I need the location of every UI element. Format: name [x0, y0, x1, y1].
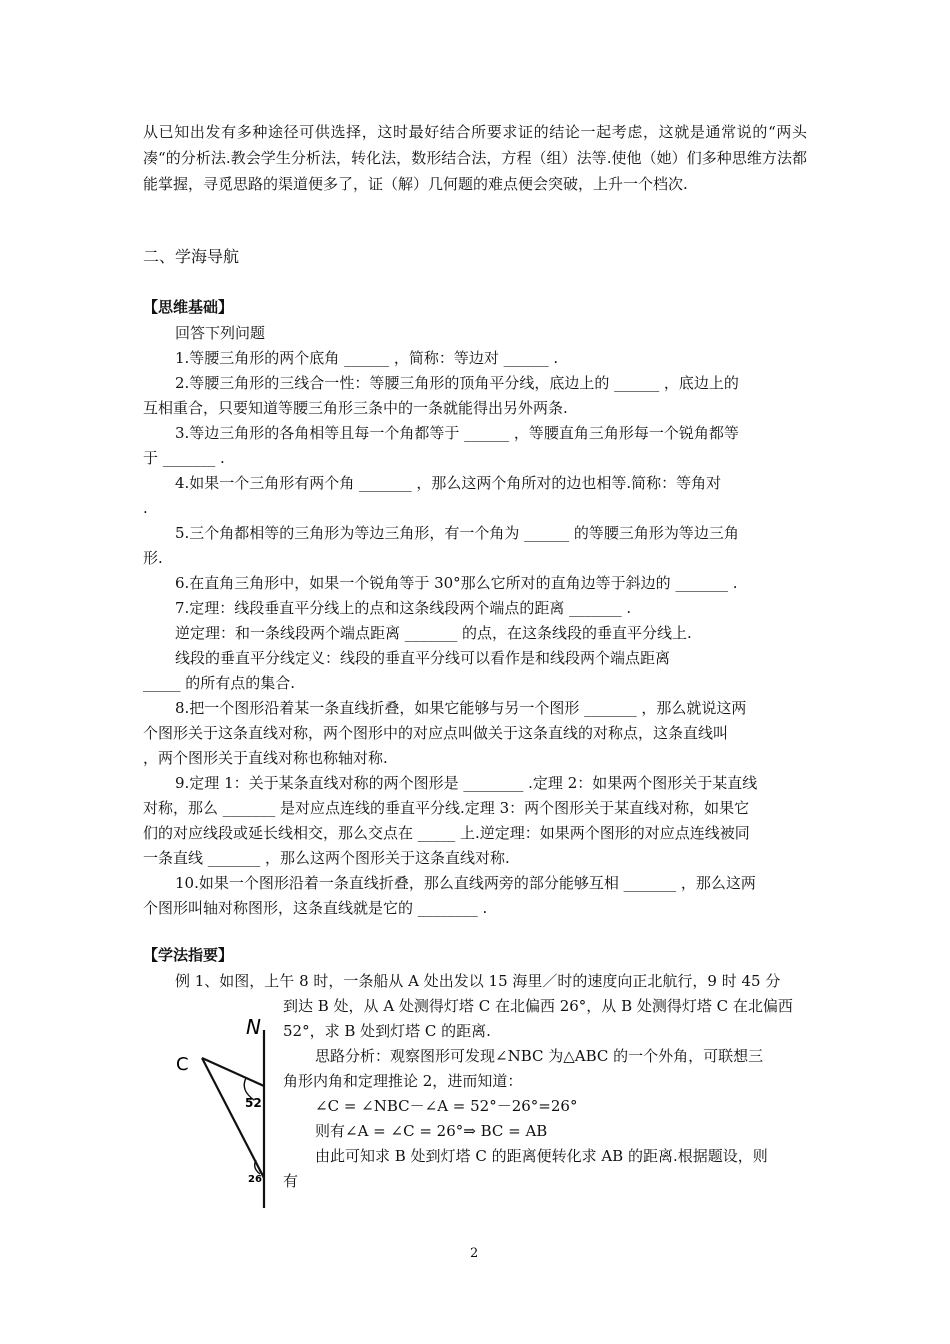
example-1c: 52°，求 B 处到灯塔 C 的距离.	[283, 1022, 491, 1040]
analysis-3: 由此可知求 B 处到灯塔 C 的距离便转化求 AB 的距离.根据题设，则	[315, 1147, 768, 1165]
basics-title: 【思维基础】	[143, 298, 234, 316]
question-3b: 于 _______ .	[143, 449, 225, 467]
section-heading: 二、学海导航	[143, 247, 240, 266]
equation-1: ∠C = ∠NBC－∠A = 52°－26°=26°	[315, 1097, 578, 1115]
intro-paragraph: 从已知出发有多种途径可供选择，这时最好结合所要求证的结论一起考虑，这就是通常说的“两头凑“的分析法.教会学生分析法，转化法，数形结合法，方程（组）法等.使他（她）们多种思维方法都能掌握，寻觅思路的渠道便多了，证（解）几何题的难点便会突破，上升一个档次.	[143, 123, 807, 193]
example-1b: 到达 B 处，从 A 处测得灯塔 C 在北偏西 26°，从 B 处测得灯塔 C 在北偏西	[283, 997, 793, 1015]
question-9a: 9.定理 1：关于某条直线对称的两个图形是 ________ .定理 2：如果两个图形关于某直线	[175, 774, 758, 792]
question-9c: 们的对应线段或延长线相交，那么交点在 _____ 上.逆定理：如果两个图形的对应点连线被同	[143, 824, 750, 842]
ray-bc	[202, 1058, 264, 1086]
analysis-2: 角形内角和定理推论 2，进而知道：	[283, 1072, 523, 1090]
example-figure	[168, 1010, 278, 1210]
question-2b: 互相重合，只要知道等腰三角形三条中的一条就能得出另外两条.	[143, 399, 568, 417]
example-1a: 例 1、如图，上午 8 时，一条船从 A 处出发以 15 海里／时的速度向正北航行，9 时 45 分	[175, 972, 781, 990]
question-8c: ，两个图形关于直线对称也称轴对称.	[143, 749, 388, 767]
page-number: 2	[470, 1246, 479, 1261]
question-7b: 逆定理：和一条线段两个端点距离 _______ 的点，在这条线段的垂直平分线上.	[175, 624, 692, 642]
angle-b-value: 52	[245, 1096, 262, 1110]
question-8a: 8.把一个图形沿着某一条直线折叠，如果它能够与另一个图形 _______ ，那么就说这两	[175, 699, 747, 717]
question-8b: 个图形关于这条直线对称，两个图形中的对应点叫做关于这条直线的对称点，这条直线叫	[143, 724, 729, 742]
question-10a: 10.如果一个图形沿着一条直线折叠，那么直线两旁的部分能够互相 _______ ，那么这两	[175, 874, 756, 892]
question-7d: _____ 的所有点的集合.	[143, 674, 296, 692]
point-c-label: C	[176, 1054, 189, 1075]
question-2a: 2.等腰三角形的三线合一性：等腰三角形的顶角平分线，底边上的 ______ ，底边上的	[175, 374, 739, 392]
equation-2: 则有∠A = ∠C = 26°⇒ BC = AB	[315, 1122, 548, 1140]
question-5b: 形.	[143, 549, 163, 567]
question-9d: 一条直线 _______ ，那么这两个图形关于这条直线对称.	[143, 849, 510, 867]
question-7: 7.定理：线段垂直平分线上的点和这条线段两个端点的距离 _______ .	[175, 599, 632, 617]
question-3a: 3.等边三角形的各角相等且每一个角都等于 ______ ，等腰直角三角形每一个锐角都等	[175, 424, 739, 442]
basics-lead: 回答下列问题	[175, 324, 266, 342]
question-4a: 4.如果一个三角形有两个角 _______ ，那么这两个角所对的边也相等.简称：等角对	[175, 474, 722, 492]
question-9b: 对称，那么 _______ 是对应点连线的垂直平分线.定理 3：两个图形关于某直线对称，如果它	[143, 799, 750, 817]
angle-a-value: 26	[248, 1174, 262, 1185]
question-4b: .	[143, 499, 148, 517]
north-label: N	[246, 1015, 261, 1039]
method-title: 【学法指要】	[143, 946, 234, 964]
analysis-1: 思路分析：观察图形可发现∠NBC 为△ABC 的一个外角，可联想三	[315, 1047, 764, 1065]
question-1: 1.等腰三角形的两个底角 ______ ，简称：等边对 ______ .	[175, 349, 559, 367]
question-6: 6.在直角三角形中，如果一个锐角等于 30°那么它所对的直角边等于斜边的 _______ .	[175, 574, 738, 592]
question-5a: 5.三个角都相等的三角形为等边三角形，有一个角为 ______ 的等腰三角形为等边三角	[175, 524, 739, 542]
question-10b: 个图形叫轴对称图形，这条直线就是它的 ________ .	[143, 899, 488, 917]
question-7c: 线段的垂直平分线定义：线段的垂直平分线可以看作是和线段两个端点距离	[175, 649, 671, 667]
analysis-4: 有	[283, 1172, 299, 1190]
ray-ac	[202, 1058, 264, 1178]
